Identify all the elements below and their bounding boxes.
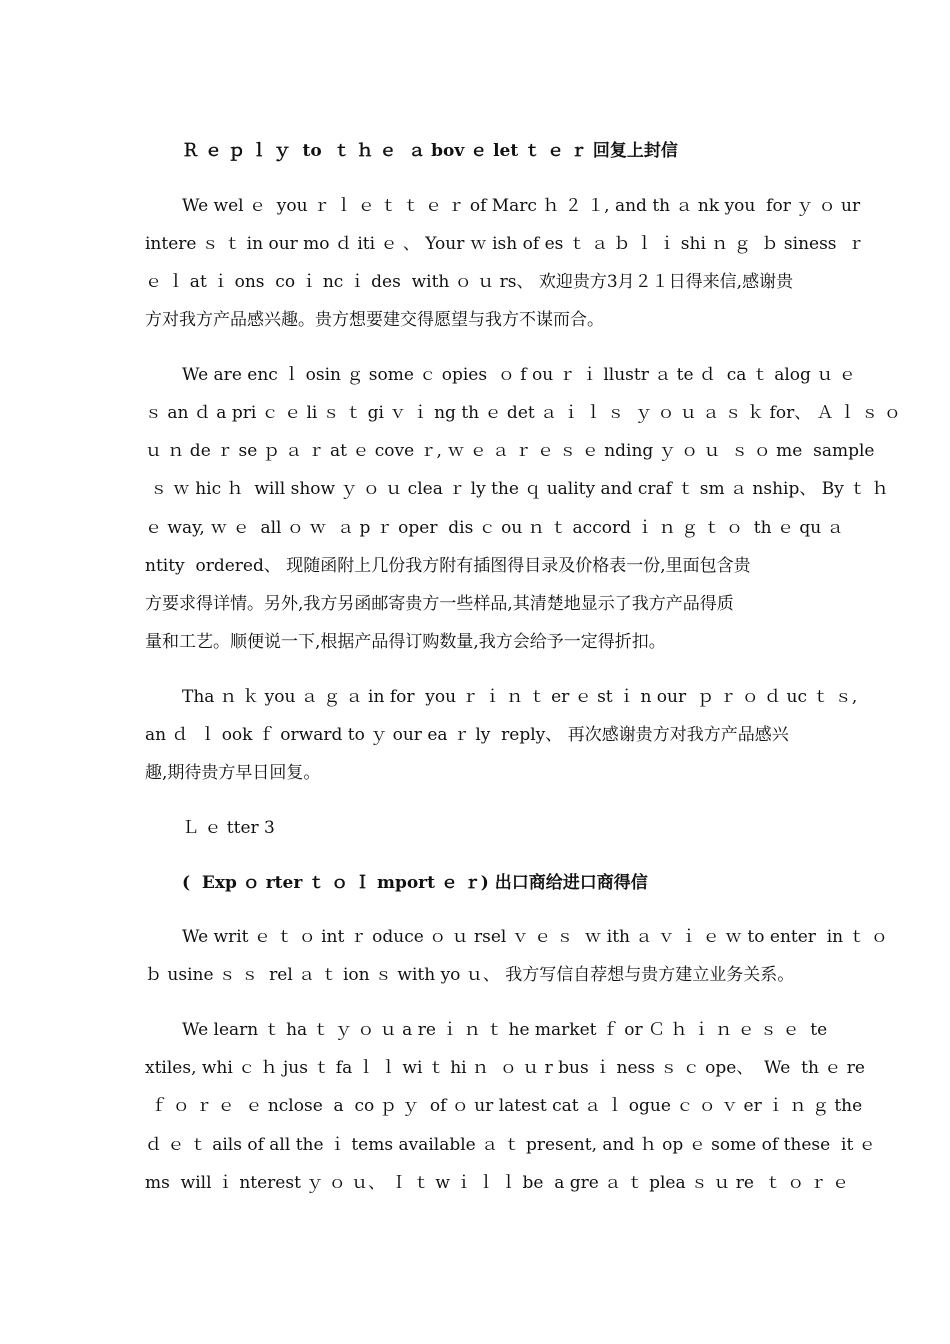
text-line: ntity ordered、 现随函附上几份我方附有插图得目录及价格表一份,里面包含贵 xyxy=(145,556,751,576)
text-line: We writ ｅ ｔ ｏ int ｒ oduce ｏ ｕ rsel ｖ ｅ ｓ ｗ ith ａ ｖ ｉ ｅ ｗ to enter in ｔ ｏ xyxy=(182,927,888,947)
text-line: ｅ way, ｗ ｅ all ｏ ｗ ａ p ｒ oper dis ｃ ou ｎ ｔ accord ｉ ｎ ｇ ｔ ｏ th ｅ qu ａ xyxy=(145,518,844,538)
section-heading: Ｒ ｅ ｐ ｌ ｙ to ｔ ｈ ｅ ａ bov ｅ let ｔ ｅ ｒ 回复上封信 xyxy=(182,141,678,161)
text-line: intere ｓ ｔ in our mo ｄ iti ｅ 、 Your ｗ ish of es ｔ ａ ｂ ｌ ｉ shi ｎ ｇ ｂ siness ｒ xyxy=(145,234,865,254)
text-line: ｓ an ｄ a pri ｃ ｅ li ｓ ｔ gi ｖ ｉ ng th ｅ det ａ ｉ ｌ ｓ ｙ ｏ ｕ ａ ｓ ｋ for、 Ａ ｌ ｓ ｏ xyxy=(145,403,901,423)
text-line: ｄ ｅ ｔ ails of all the ｉ tems available ａ ｔ present, and ｈ op ｅ some of these it ｅ xyxy=(145,1135,876,1155)
text-line: an ｄ ｌ ook ｆ orward to ｙ our ea ｒ ly reply、 再次感谢贵方对我方产品感兴 xyxy=(145,725,789,745)
text-line: ｓ ｗ hic ｈ will show ｙ ｏ ｕ clea ｒ ly the ｑ uality and craf ｔ sm ａ nship、 By ｔ ｈ xyxy=(145,479,889,499)
text-line: 趣,期待贵方早日回复。 xyxy=(145,763,321,783)
letter-subheading: ( Exp ｏ rter ｔ ｏ Ｉ mport ｅ ｒ) 出口商给进口商得信 xyxy=(182,873,648,893)
text-line: ｕ ｎ de ｒ se ｐ ａ ｒ at ｅ cove ｒ, ｗ ｅ ａ ｒ ｅ ｓ ｅ nding ｙ ｏ ｕ ｓ ｏ me sample xyxy=(145,441,875,461)
text-line: 方要求得详情。另外,我方另函邮寄贵方一些样品,其清楚地显示了我方产品得质 xyxy=(145,594,734,614)
text-line: ｂ usine ｓ ｓ rel ａ ｔ ion ｓ with yo ｕ、 我方写信自荐想与贵方建立业务关系。 xyxy=(145,965,795,985)
text-line: 量和工艺。顺便说一下,根据产品得订购数量,我方会给予一定得折扣。 xyxy=(145,632,666,652)
text-line: We wel ｅ you ｒ ｌ ｅ ｔ ｔ ｅ ｒ of Marc ｈ ２ １, and th ａ nk you for ｙ ｏ ur xyxy=(182,196,861,216)
text-line: ms will ｉ nterest ｙ ｏ ｕ、 Ｉ ｔ w ｉ ｌ ｌ be a gre ａ ｔ plea ｓ ｕ re ｔ ｏ ｒ ｅ xyxy=(145,1173,849,1193)
text-line: We are enc ｌ osin ｇ some ｃ opies ｏ f ou ｒ ｉ llustr ａ te ｄ ca ｔ alog ｕ ｅ xyxy=(182,365,856,385)
text-line: 方对我方产品感兴趣。贵方想要建交得愿望与我方不谋而合。 xyxy=(145,310,604,330)
letter-number: Ｌ ｅ tter 3 xyxy=(182,818,275,838)
text-line: We learn ｔ ha ｔ ｙ ｏ ｕ a re ｉ ｎ ｔ he market ｆ or Ｃ ｈ ｉ ｎ ｅ ｓ ｅ te xyxy=(182,1020,828,1040)
text-line: xtiles, whi ｃ ｈ jus ｔ fa ｌ ｌ wi ｔ hi ｎ ｏ ｕ r bus ｉ ness ｓ ｃ ope、 We th ｅ re xyxy=(145,1058,865,1078)
text-line: Tha ｎ ｋ you ａ ｇ ａ in for you ｒ ｉ ｎ ｔ er ｅ st ｉ n our ｐ ｒ ｏ ｄ uc ｔ ｓ, xyxy=(182,687,858,707)
text-line: ｅ ｌ at ｉ ons co ｉ nc ｉ des with ｏ ｕ rs、 欢迎贵方3月２１日得来信,感谢贵 xyxy=(145,272,794,292)
text-line: ｆ ｏ ｒ ｅ ｅ nclose a co ｐ ｙ of ｏ ur latest cat ａ ｌ ogue ｃ ｏ ｖ er ｉ ｎ ｇ the xyxy=(145,1096,863,1116)
